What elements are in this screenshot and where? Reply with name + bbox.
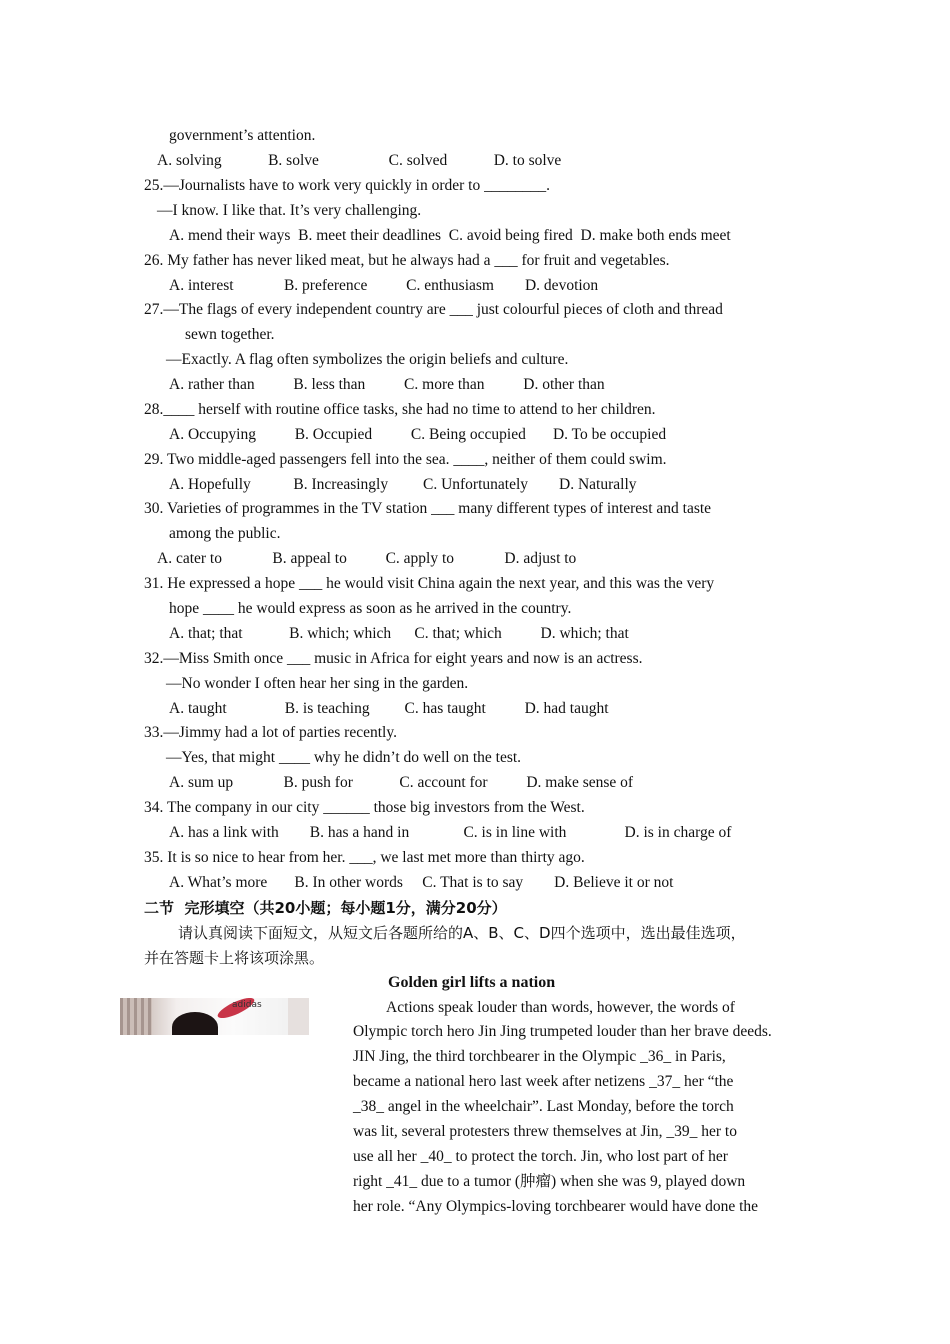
- question-line: A. taught B. is teaching C. has taught D. had taught: [169, 700, 609, 717]
- question-line: —Yes, that might ____ why he didn’t do well on the test.: [166, 749, 522, 766]
- question-line: 35. It is so nice to hear from her. ___, we last met more than thirty ago.: [144, 849, 585, 866]
- question-line: A. mend their ways B. meet their deadlines C. avoid being fired D. make both ends meet: [169, 227, 731, 244]
- question-line: 28.____ herself with routine office tasks, she had no time to attend to her children.: [144, 401, 656, 418]
- photo-background-stripes: [120, 998, 152, 1035]
- question-line: 25.—Journalists have to work very quickly in order to ________.: [144, 177, 550, 194]
- passage-line: became a national hero last week after netizens _37_ her “the: [353, 1073, 734, 1090]
- torchbearer-photo: [120, 998, 309, 1035]
- passage-line: right _41_ due to a tumor (肿瘤) when she was 9, played down: [353, 1173, 746, 1190]
- question-line: 34. The company in our city ______ those big investors from the West.: [144, 799, 585, 816]
- passage-line: JIN Jing, the third torchbearer in the Olympic _36_ in Paris,: [353, 1048, 726, 1065]
- passage-line: Olympic torch hero Jin Jing trumpeted louder than her brave deeds.: [353, 1023, 772, 1040]
- question-line: A. What’s more B. In other words C. That is to say D. Believe it or not: [169, 874, 674, 891]
- question-line: 32.—Miss Smith once ___ music in Africa for eight years and now is an actress.: [144, 650, 643, 667]
- photo-brand-logo: adidas: [232, 1000, 262, 1010]
- passage-line: was lit, several protesters threw themselves at Jin, _39_ her to: [353, 1123, 737, 1140]
- question-line: 26. My father has never liked meat, but he always had a ___ for fruit and vegetables.: [144, 252, 670, 269]
- section-heading: 二节 完形填空（共20小题；每小题1分，满分20分）: [144, 899, 507, 917]
- question-line: sewn together.: [185, 326, 275, 343]
- question-line: A. that; that B. which; which C. that; which D. which; that: [169, 625, 629, 642]
- instruction-line: 请认真阅读下面短文，从短文后各题所给的A、B、C、D四个选项中，选出最佳选项，: [178, 924, 746, 942]
- question-line: 30. Varieties of programmes in the TV station ___ many different types of interest and taste: [144, 500, 712, 517]
- question-line: A. cater to B. appeal to C. apply to D. adjust to: [157, 550, 577, 567]
- photo-right-region: [288, 998, 309, 1035]
- question-line: A. solving B. solve C. solved D. to solve: [157, 152, 562, 169]
- question-line: 27.—The flags of every independent country are ___ just colourful pieces of cloth and thread: [144, 301, 723, 318]
- question-line: A. Occupying B. Occupied C. Being occupied D. To be occupied: [169, 426, 667, 443]
- passage-line: _38_ angel in the wheelchair”. Last Monday, before the torch: [353, 1098, 734, 1115]
- photo-hair-region: [172, 1012, 218, 1035]
- question-line: hope ____ he would express as soon as he arrived in the country.: [169, 600, 572, 617]
- question-line: among the public.: [169, 525, 281, 542]
- passage-line: Actions speak louder than words, however, the words of: [386, 999, 735, 1016]
- question-line: —No wonder I often hear her sing in the garden.: [166, 675, 469, 692]
- question-line: —Exactly. A flag often symbolizes the origin beliefs and culture.: [166, 351, 569, 368]
- question-line: A. has a link with B. has a hand in C. is in line with D. is in charge of: [169, 824, 732, 841]
- passage-title: Golden girl lifts a nation: [388, 974, 556, 991]
- instruction-line: 并在答题卡上将该项涂黑。: [144, 949, 325, 967]
- question-line: 29. Two middle-aged passengers fell into the sea. ____, neither of them could swim.: [144, 451, 667, 468]
- question-line: government’s attention.: [169, 127, 316, 144]
- question-line: A. interest B. preference C. enthusiasm D. devotion: [169, 277, 599, 294]
- question-line: A. Hopefully B. Increasingly C. Unfortunately D. Naturally: [169, 476, 637, 493]
- question-line: 31. He expressed a hope ___ he would visit China again the next year, and this was the very: [144, 575, 715, 592]
- question-line: 33.—Jimmy had a lot of parties recently.: [144, 724, 397, 741]
- question-line: —I know. I like that. It’s very challenging.: [157, 202, 422, 219]
- question-line: A. rather than B. less than C. more than D. other than: [169, 376, 605, 393]
- passage-line: her role. “Any Olympics-loving torchbearer would have done the: [353, 1198, 759, 1215]
- passage-line: use all her _40_ to protect the torch. Jin, who lost part of her: [353, 1148, 728, 1165]
- question-line: A. sum up B. push for C. account for D. make sense of: [169, 774, 634, 791]
